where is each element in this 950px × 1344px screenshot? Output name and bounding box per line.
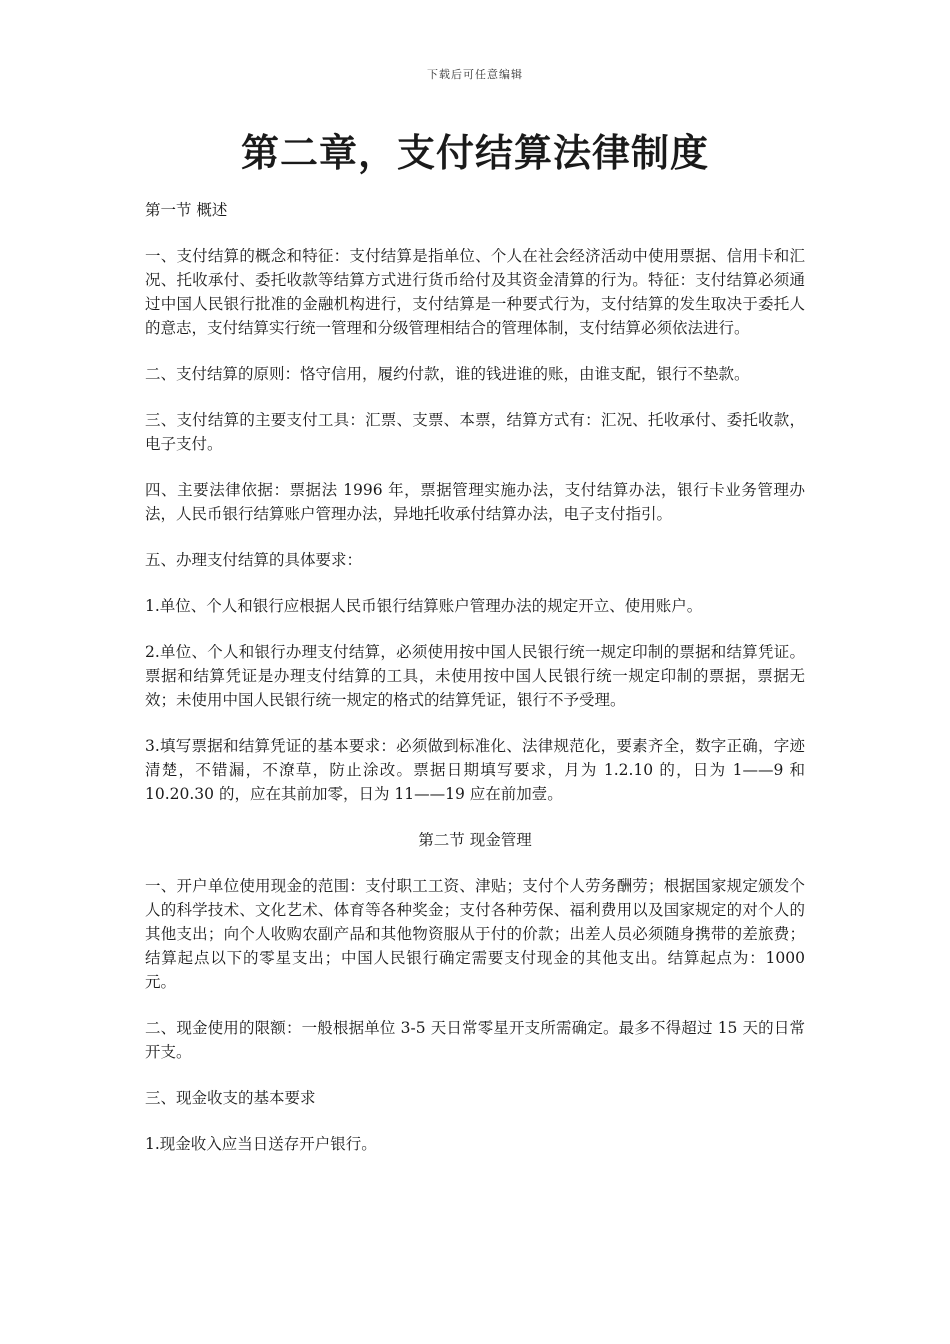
- paragraph: 3.填写票据和结算凭证的基本要求：必须做到标准化、法律规范化，要素齐全，数字正确，字迹清楚，不错漏，不潦草，防止涂改。票据日期填写要求，月为 1.2.10 的，日为 1——9 和 10.20.30 的，应在其前加零，日为 11——19 应在前加壹。: [145, 737, 805, 803]
- paragraph: 一、支付结算的概念和特征：支付结算是指单位、个人在社会经济活动中使用票据、信用卡和汇况、托收承付、委托收款等结算方式进行货币给付及其资金清算的行为。特征：支付结算必须通过中国人民银行批准的金融机构进行，支付结算是一种要式行为，支付结算的发生取决于委托人的意志，支付结算实行统一管理和分级管理相结合的管理体制，支付结算必须依法进行。: [145, 247, 805, 337]
- document-title: 第二章，支付结算法律制度: [240, 131, 709, 175]
- page-header-note: 下载后可任意编辑: [427, 68, 523, 81]
- paragraph: 五、办理支付结算的具体要求：: [145, 551, 363, 569]
- paragraph: 一、开户单位使用现金的范围：支付职工工资、津贴；支付个人劳务酬劳；根据国家规定颁发个人的科学技术、文化艺术、体育等各种奖金；支付各种劳保、福利费用以及国家规定的对个人的其他支出；向个人收购农副产品和其他物资服从于付的价款；出差人员必须随身携带的差旅费；结算起点以下的零星支出；中国人民银行确定需要支付现金的其他支出。结算起点为：1000 元。: [145, 877, 805, 991]
- paragraph: 三、现金收支的基本要求: [145, 1089, 316, 1107]
- document-body: [145, 198, 805, 1178]
- paragraph: 1.现金收入应当日送存开户银行。: [145, 1135, 377, 1153]
- section-heading: 第二节 现金管理: [418, 831, 532, 849]
- paragraph: 三、支付结算的主要支付工具：汇票、支票、本票，结算方式有：汇况、托收承付、委托收款，电子支付。: [145, 411, 805, 453]
- paragraph: 2.单位、个人和银行办理支付结算，必须使用按中国人民银行统一规定印制的票据和结算凭证。票据和结算凭证是办理支付结算的工具，未使用按中国人民银行统一规定印制的票据，票据无效；未使用中国人民银行统一规定的格式的结算凭证，银行不予受理。: [145, 643, 805, 709]
- paragraph: 二、支付结算的原则：恪守信用，履约付款，谁的钱进谁的账，由谁支配，银行不垫款。: [145, 365, 750, 383]
- paragraph: 四、主要法律依据：票据法 1996 年，票据管理实施办法，支付结算办法，银行卡业务管理办法，人民币银行结算账户管理办法，异地托收承付结算办法，电子支付指引。: [145, 481, 805, 523]
- paragraph: 二、现金使用的限额：一般根据单位 3-5 天日常零星开支所需确定。最多不得超过 15 天的日常开支。: [145, 1019, 805, 1061]
- section-heading: 第一节 概述: [145, 201, 228, 219]
- paragraph: 1.单位、个人和银行应根据人民币银行结算账户管理办法的规定开立、使用账户。: [145, 597, 703, 615]
